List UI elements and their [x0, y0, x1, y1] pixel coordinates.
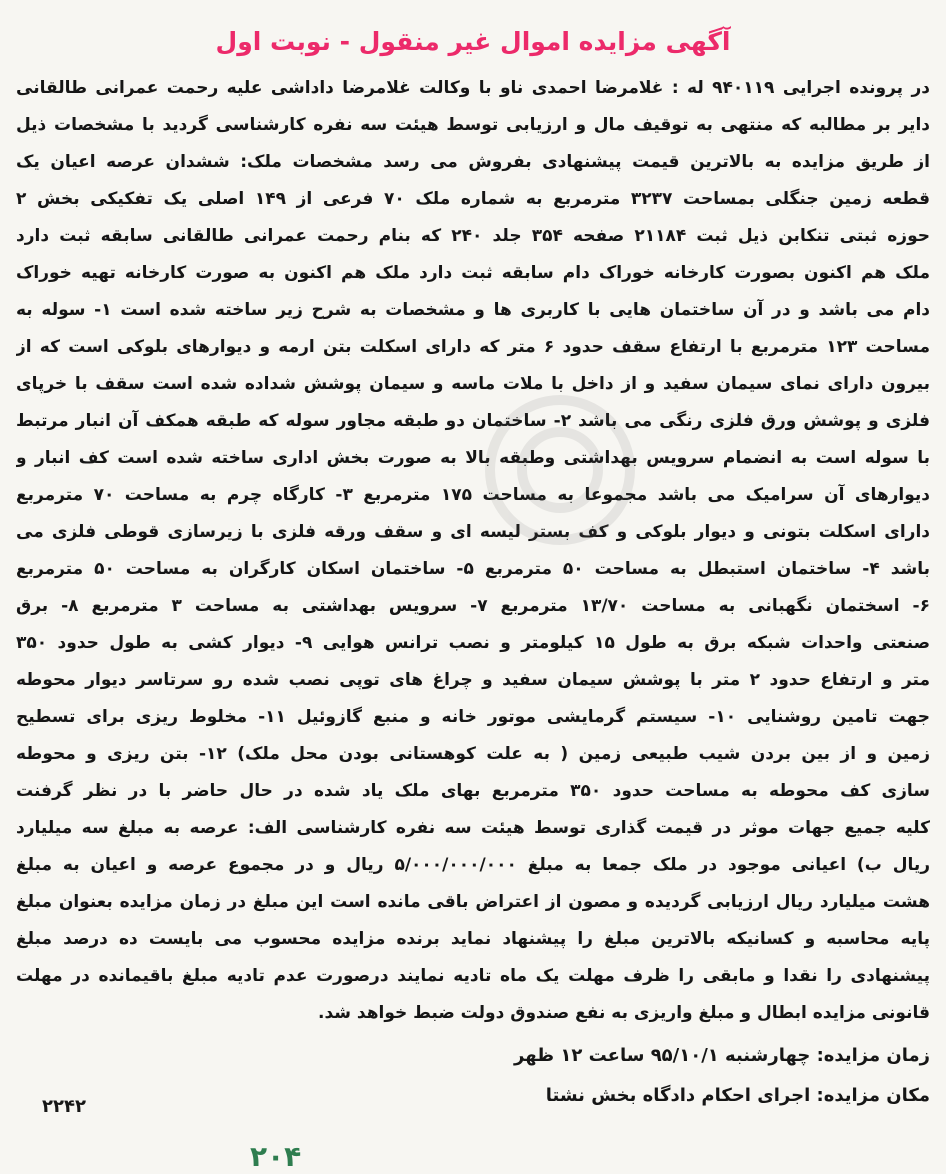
body-line: در پرونده اجرایی ۹۴۰۱۱۹ له : غلامرضا احمدی ناو با وکالت غلامرضا داداشی علیه رحمت عمرانی طالقانی — [16, 78, 930, 98]
body-line: دارای اسکلت بتونی و دیوار بلوکی و کف بستر لیسه ای و سقف ورقه فلزی با زیرسازی قوطی فلزی می — [16, 522, 930, 542]
body-line: پیشنهادی را نقدا و مابقی را ظرف مهلت یک ماه تادیه نمایند درصورت عدم تادیه مبلغ باقیمانده در مهلت — [16, 966, 930, 986]
body-line: قطعه زمین جنگلی بمساحت ۳۲۳۷ مترمربع به شماره ملک ۷۰ فرعی از ۱۴۹ اصلی یک تفکیکی بخش ۲ — [16, 189, 930, 209]
body-line: پایه محاسبه و کسانیکه بالاترین مبلغ را پیشنهاد نماید برنده مزایده محسوب می بایست ده درصد مبلغ — [16, 929, 930, 949]
body-line: کلیه جمیع جهات موثر در قیمت گذاری توسط هیئت سه نفره کارشناسی الف: عرصه به مبلغ سه میلیارد — [16, 818, 930, 838]
body-line: بیرون دارای نمای سیمان سفید و از داخل با ملات ماسه و سیمان پوشش شداده شده است سقف با خرپای — [16, 374, 930, 394]
body-line: ریال ب) اعیانی موجود در ملک جمعا به مبلغ ۵/۰۰۰/۰۰۰/۰۰۰ ریال و در مجموع عرصه و اعیان به مبلغ — [16, 855, 930, 875]
notice-title: آگهی مزایده اموال غیر منقول - نوبت اول — [215, 27, 731, 56]
body-line: از طریق مزایده به بالاترین قیمت پیشنهادی بفروش می رسد مشخصات ملک: ششدان عرصه اعیان یک — [16, 152, 930, 172]
body-line: دام می باشد و در آن ساختمان هایی با کاربری ها و مشخصات به شرح زیر ساخته شده است ۱- سوله به — [16, 300, 930, 320]
body-line: زمین و از بین بردن شیب طبیعی زمین ( به علت کوهستانی بودن محل ملک) ۱۲- بتن ریزی و محوطه — [16, 744, 930, 764]
notice-body — [16, 70, 930, 1032]
body-line: صنعتی واحدات شبکه برق به طول ۱۵ کیلومتر و نصب ترانس هوایی ۹- دیوار کشی به طول حدود ۳۵۰ — [16, 633, 930, 653]
body-line: ۶- اسختمان نگهبانی به مساحت ۱۳/۷۰ مترمربع ۷- سرویس بهداشتی به مساحت ۳ مترمربع ۸- برق — [16, 596, 930, 616]
auction-place: مکان مزایده: اجرای احکام دادگاه بخش نشتا — [545, 1085, 930, 1106]
page-number-stamp: ۲۰۴ — [250, 1140, 302, 1173]
notice-code: ۲۲۴۲ — [42, 1096, 86, 1117]
body-line: حوزه ثبتی تنکابن ذیل ثبت ۲۱۱۸۴ صفحه ۳۵۴ جلد ۲۴۰ که بنام رحمت عمرانی طالقانی سابقه ثبت دارد — [16, 226, 930, 246]
body-line: جهت تامین روشنایی ۱۰- سیستم گرمایشی موتور خانه و منبع گازوئیل ۱۱- مخلوط ریزی برای تسطیح — [16, 707, 930, 727]
body-line: فلزی و پوشش ورق فلزی رنگی می باشد ۲- ساختمان دو طبقه مجاور سوله که طبقه همکف آن انبار مرتبط — [16, 411, 930, 431]
auction-time: زمان مزایده: چهارشنبه ۹۵/۱۰/۱ ساعت ۱۲ ظهر — [514, 1045, 930, 1066]
body-line: مساحت ۱۲۳ مترمربع با ارتفاع سقف حدود ۶ متر که دارای اسکلت بتن ارمه و دیوارهای بلوکی است که از — [16, 337, 930, 357]
body-line: سازی کف محوطه به مساحت حدود ۳۵۰ مترمربع بهای ملک یاد شده در حال حاضر با در نظر گرفنت — [16, 781, 930, 801]
body-line: دایر بر مطالبه که منتهی به توقیف مال و ارزیابی توسط هیئت سه نفره کارشناسی گردید با مشخصات ذیل — [16, 115, 930, 135]
body-line: دیوارهای آن سرامیک می باشد مجموعا به مساحت ۱۷۵ مترمربع ۳- کارگاه چرم به مساحت ۷۰ مترمربع — [16, 485, 930, 505]
notice-footer — [16, 1036, 930, 1116]
body-line: با سوله است به انضمام سرویس بهداشتی وطبقه بالا به صورت بخش اداری ساخته شده است کف انبار و — [16, 448, 930, 468]
body-line: قانونی مزایده ابطال و مبلغ واریزی به نفع صندوق دولت ضبط خواهد شد. — [318, 1003, 930, 1023]
body-line: ملک هم اکنون بصورت کارخانه خوراک دام سابقه ثبت دارد ملک هم اکنون به صورت کارخانه تهیه خوراک — [16, 263, 930, 283]
body-line: باشد ۴- ساختمان استبطل به مساحت ۵۰ مترمربع ۵- ساختمان اسکان کارگران به مساحت ۵۰ مترمربع — [16, 559, 930, 579]
body-line: متر و ارتفاع حدود ۲ متر با پوشش سیمان سفید و چراغ های توپی نصب شده رو سرتاسر دیوار محوطه — [16, 670, 930, 690]
auction-notice — [10, 6, 936, 1156]
body-line: هشت میلیارد ریال ارزیابی گردیده و مصون از اعتراض باقی مانده است این مبلغ در زمان مزایده بعنوان مبلغ — [16, 892, 930, 912]
